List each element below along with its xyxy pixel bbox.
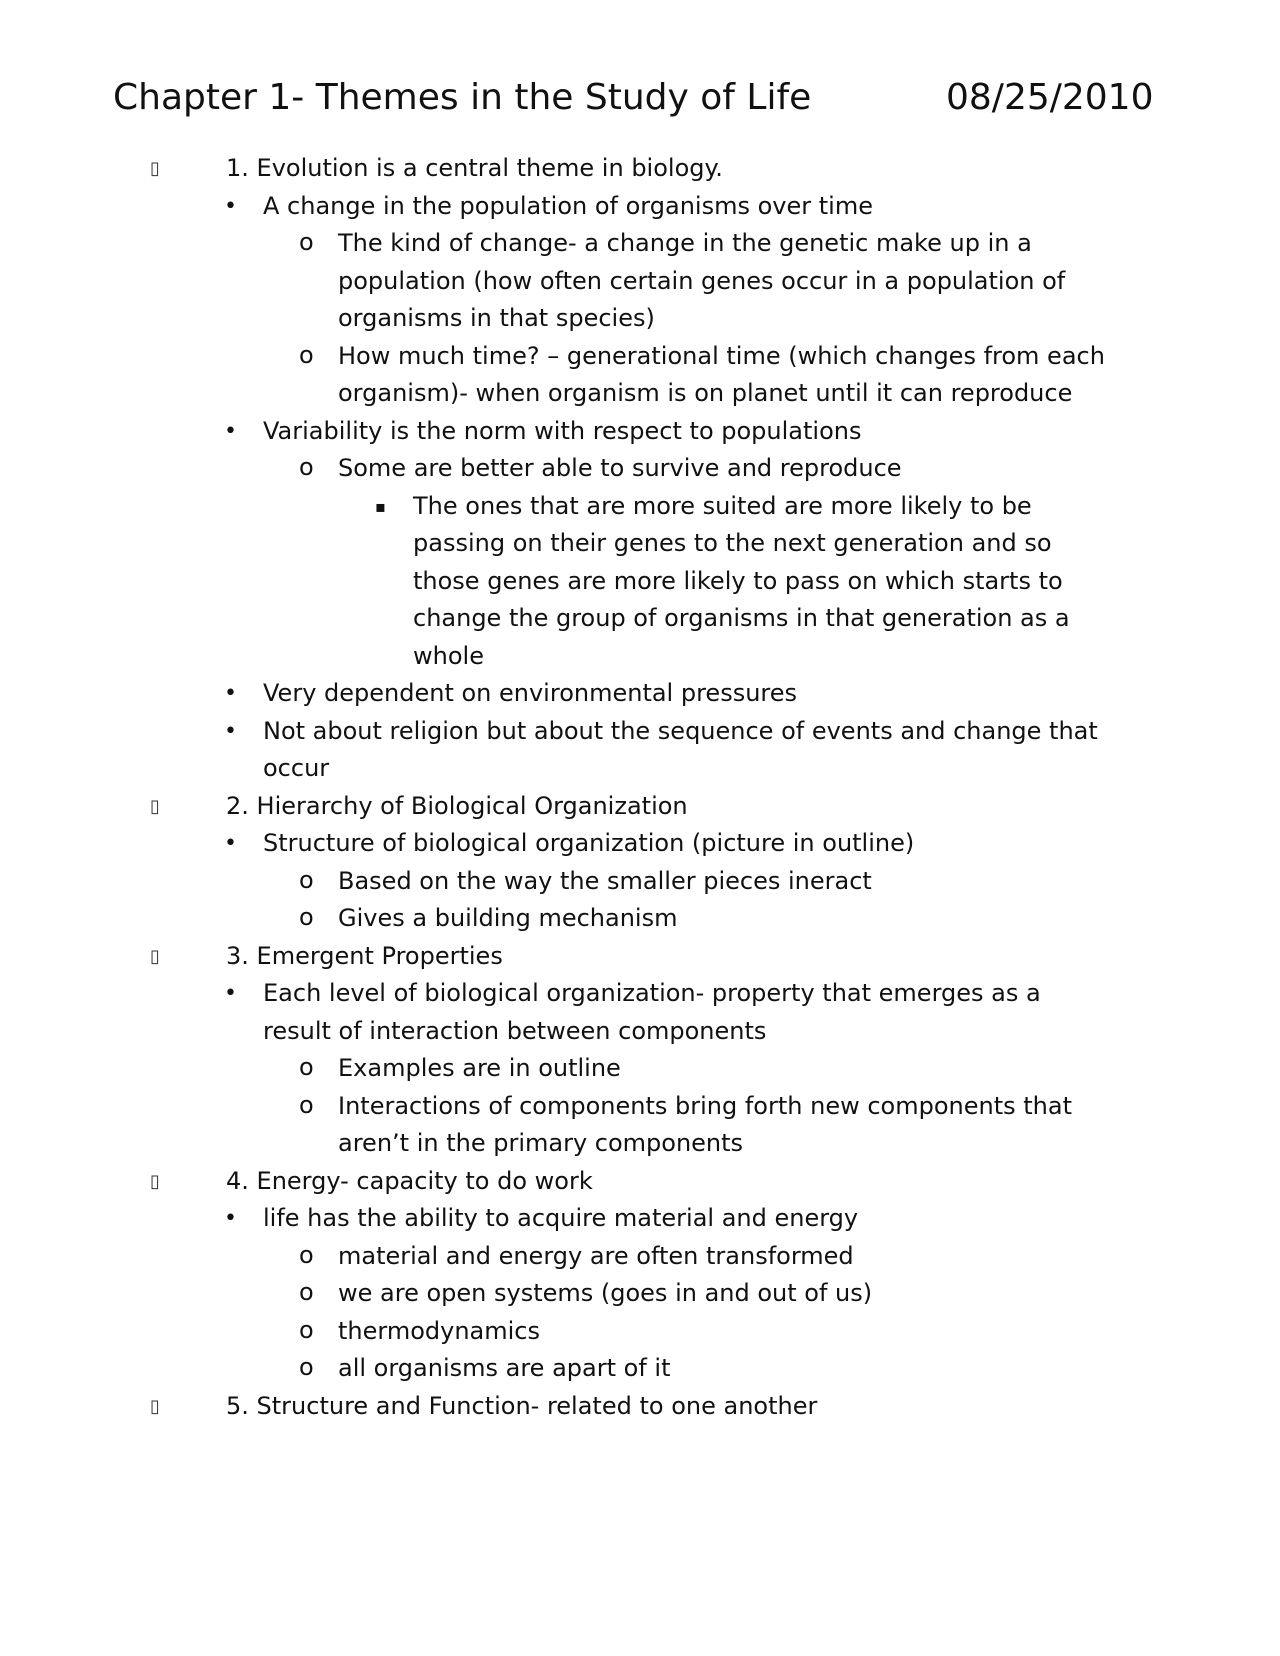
outline-item-text: 2. Hierarchy of Biological Organization [226,791,688,820]
outline-item-text: The kind of change- a change in the genetic make up in a population (how often certain genes occur in a population of organisms in that species) [338,229,1066,332]
outline-item [0,1088,1280,1163]
outline-item [0,338,1280,413]
outline-item [0,1350,1280,1388]
outline-item [0,1313,1280,1351]
outline-item [0,900,1280,938]
outline-heading [0,938,1280,976]
outline-item-text: all organisms are apart of it [338,1354,671,1382]
bullet-icon: • [224,193,237,219]
outline-item-text: Gives a building mechanism [338,904,678,932]
outline-item [0,188,1280,226]
bullet-icon: • [224,1206,237,1231]
outline-item [0,225,1280,338]
outline-item-text: Examples are in outline [338,1054,621,1082]
unknown-glyph-icon: ▯ [150,158,160,179]
circle-bullet-icon: o [299,1278,314,1306]
outline-item-text: Based on the way the smaller pieces ineract [338,866,872,895]
circle-bullet-icon: o [299,1090,314,1119]
outline-item-text: How much time? – generational time (which changes from each organism)- when organism is on planet until it can reproduce [338,341,1105,407]
bullet-icon: • [224,831,237,856]
outline-item [0,488,1280,676]
circle-bullet-icon: o [299,903,314,931]
outline-item-text: thermodynamics [338,1316,540,1345]
outline-item-text: The ones that are more suited are more likely to be passing on their genes to the next generation and so those genes are more likely to pass on which starts to change the group of organisms in that generation as a whole [413,491,1070,670]
bullet-icon: • [224,981,237,1006]
outline-item [0,825,1280,863]
outline-item [0,1050,1280,1088]
unknown-glyph-icon: ▯ [150,795,160,817]
circle-bullet-icon: o [299,1315,314,1344]
outline-item [0,713,1280,788]
outline-item-text: 5. Structure and Function- related to one another [226,1391,818,1420]
outline-item-text: Not about religion but about the sequence of events and change that occur [263,716,1098,782]
unknown-glyph-icon: ▯ [150,945,160,967]
circle-bullet-icon: o [299,865,314,894]
outline-item [0,1238,1280,1276]
circle-bullet-icon: o [299,1353,314,1381]
unknown-glyph-icon: ▯ [150,1170,160,1192]
outline-list [0,150,1280,1425]
outline-item-text: Some are better able to survive and reproduce [338,454,902,482]
header [113,70,1163,126]
square-bullet-icon: ▪ [375,496,386,516]
outline-item-text: Interactions of components bring forth new components that aren’t in the primary components [338,1091,1072,1157]
bullet-icon: • [224,681,237,706]
unknown-glyph-icon: ▯ [150,1395,160,1417]
circle-bullet-icon: o [299,228,314,256]
outline-item-text: Each level of biological organization- property that emerges as a result of interaction between components [263,979,1041,1045]
outline-item-text: Variability is the norm with respect to populations [263,416,862,445]
outline-heading [0,788,1280,826]
outline-item-text: we are open systems (goes in and out of us) [338,1279,873,1307]
date-label: 08/25/2010 [946,77,1154,118]
outline-item-text: 4. Energy- capacity to do work [226,1166,593,1195]
outline-item [0,863,1280,901]
outline-item-text: 1. Evolution is a central theme in biology. [226,154,723,182]
circle-bullet-icon: o [299,453,314,481]
circle-bullet-icon: o [299,340,314,369]
outline-item-text: material and energy are often transformed [338,1241,854,1270]
outline-item-text: A change in the population of organisms over time [263,191,873,220]
circle-bullet-icon: o [299,1053,314,1081]
bullet-icon: • [224,418,237,444]
outline-item [0,1275,1280,1313]
outline-item [0,450,1280,488]
circle-bullet-icon: o [299,1240,314,1269]
outline-heading [0,150,1280,188]
outline-item [0,413,1280,451]
outline-item [0,975,1280,1050]
outline-item [0,675,1280,713]
outline-item [0,1200,1280,1238]
outline-item-text: Very dependent on environmental pressures [263,679,798,707]
outline-item-text: Structure of biological organization (picture in outline) [263,829,915,857]
bullet-icon: • [224,718,237,744]
outline-item-text: life has the ability to acquire material and energy [263,1204,859,1232]
outline-item-text: 3. Emergent Properties [226,941,503,970]
page-title: Chapter 1- Themes in the Study of Life [113,77,812,118]
outline-heading [0,1163,1280,1201]
outline-heading [0,1388,1280,1426]
